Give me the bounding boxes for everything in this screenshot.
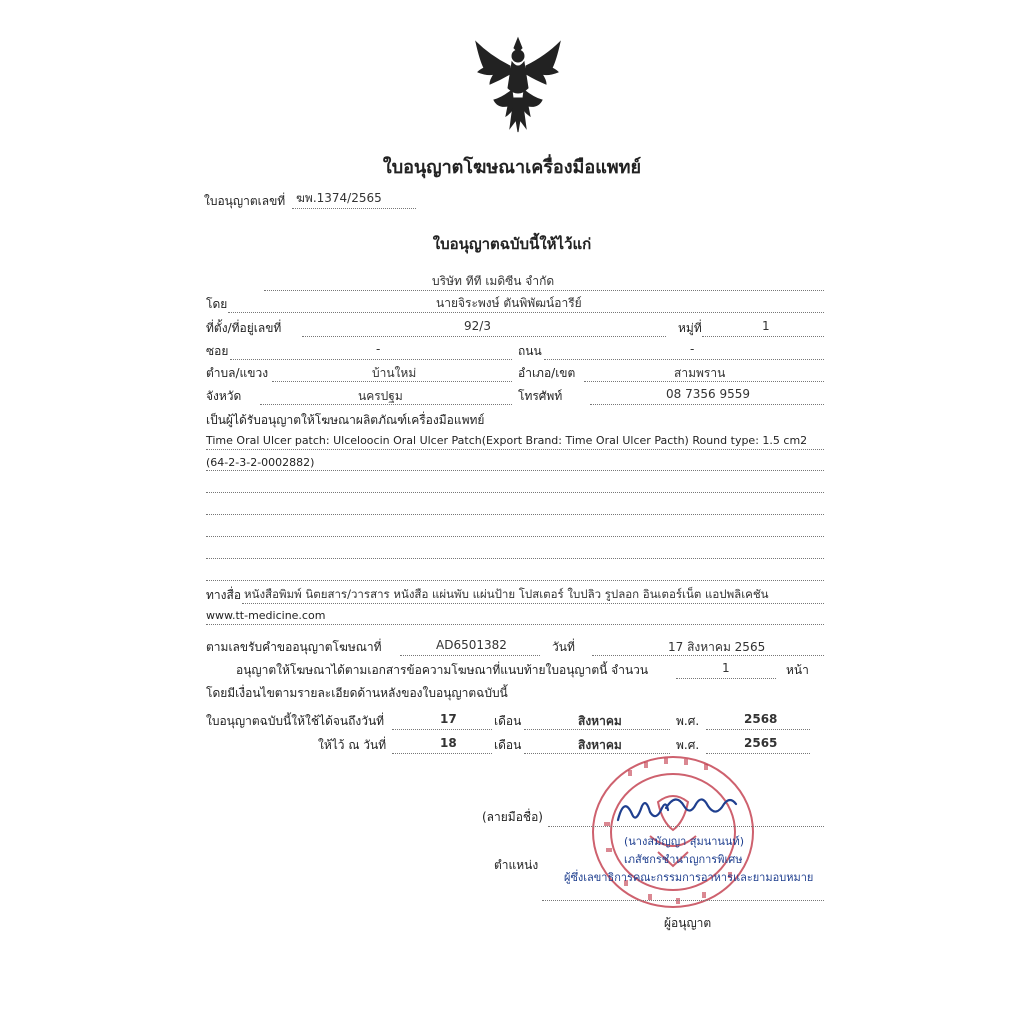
granted-to-heading: ใบอนุญาตฉบับนี้ให้ไว้แก่ (432, 235, 592, 253)
soi-value: - (376, 342, 381, 356)
garuda-emblem-icon (468, 32, 568, 138)
document-title: ใบอนุญาตโฆษณาเครื่องมือแพทย์ (382, 157, 642, 178)
province-value: นครปฐม (358, 389, 403, 403)
by-label: โดย (206, 297, 228, 311)
province-label: จังหวัด (206, 389, 242, 403)
pages-unit: หน้า (786, 663, 809, 677)
position-label: ตำแหน่ง (494, 858, 539, 872)
by-value: นายจิระพงษ์ ตันพิพัฒน์อารีย์ (436, 296, 582, 310)
product-line-2: (64-2-3-2-0002882) (206, 456, 315, 469)
media-label: ทางสื่อ (206, 588, 242, 602)
media-value: หนังสือพิมพ์ นิตยสาร/วารสาร หนังสือ แผ่นพับ แผ่นป้าย โปสเตอร์ ใบปลิว รูปลอก อินเตอร์เน็ต แอปพลิเคชัน (244, 587, 769, 601)
request-date-label: วันที่ (552, 640, 575, 654)
district-label: อำเภอ/เขต (518, 366, 576, 380)
subdistrict-label: ตำบล/แขวง (206, 366, 269, 380)
issued-on-month-label: เดือน (494, 738, 522, 752)
valid-until-year-label: พ.ศ. (676, 714, 700, 728)
valid-until-label: ใบอนุญาตฉบับนี้ให้ใช้ได้จนถึงวันที่ (206, 714, 385, 728)
sign-label: (ลายมือชื่อ) (482, 810, 543, 824)
position-value: ผู้ซึ่งเลขาธิการคณะกรรมการอาหารและยามอบหมาย (564, 871, 814, 884)
product-line-1: Time Oral Ulcer patch: Ulceloocin Oral Ulcer Patch(Export Brand: Time Oral Ulcer Pacth) Round type: 1.5 cm2 (206, 434, 808, 447)
issued-on-day: 18 (440, 736, 457, 750)
moo-label: หมู่ที่ (678, 321, 702, 335)
licensor-label: ผู้อนุญาต (664, 916, 712, 930)
company-name: บริษัท ทีที เมดิซีน จำกัด (432, 274, 555, 288)
phone-value: 08 7356 9559 (666, 387, 750, 401)
request-date-value: 17 สิงหาคม 2565 (668, 640, 766, 654)
valid-until-day: 17 (440, 712, 457, 726)
phone-label: โทรศัพท์ (518, 389, 563, 403)
house-no-value: 92/3 (464, 319, 491, 333)
issued-on-label: ให้ไว้ ณ วันที่ (318, 738, 387, 752)
road-label: ถนน (518, 344, 542, 358)
license-no-value: ฆพ.1374/2565 (296, 191, 382, 205)
road-value: - (690, 342, 695, 356)
issued-on-month: สิงหาคม (578, 738, 622, 752)
handwritten-signature-icon (610, 790, 750, 830)
signer-title: เภสัชกรชำนาญการพิเศษ (624, 853, 743, 866)
media-website: www.tt-medicine.com (206, 609, 326, 622)
house-no-label: ที่ตั้ง/ที่อยู่เลขที่ (206, 321, 282, 335)
valid-until-month: สิงหาคม (578, 714, 622, 728)
valid-until-month-label: เดือน (494, 714, 522, 728)
request-value: AD6501382 (436, 638, 507, 652)
signer-name: (นางสมัญญา สุมนานนท์) (624, 835, 744, 848)
permit-text: อนุญาตให้โฆษณาได้ตามเอกสารข้อความโฆษณาที่แนบท้ายใบอนุญาตนี้ จำนวน (236, 663, 649, 677)
issued-on-year-label: พ.ศ. (676, 738, 700, 752)
product-intro: เป็นผู้ได้รับอนุญาตให้โฆษณาผลิตภัณฑ์เครื่องมือแพทย์ (206, 413, 485, 427)
pages-value: 1 (722, 661, 730, 675)
condition-text: โดยมีเงื่อนไขตามรายละเอียดด้านหลังของใบอนุญาตฉบับนี้ (206, 686, 508, 700)
issued-on-year: 2565 (744, 736, 778, 750)
subdistrict-value: บ้านใหม่ (372, 366, 417, 380)
moo-value: 1 (762, 319, 770, 333)
valid-until-year: 2568 (744, 712, 778, 726)
license-no-label: ใบอนุญาตเลขที่ (204, 194, 286, 208)
request-label: ตามเลขรับคำขออนุญาตโฆษณาที่ (206, 640, 382, 654)
district-value: สามพราน (674, 366, 726, 380)
soi-label: ซอย (206, 344, 229, 358)
